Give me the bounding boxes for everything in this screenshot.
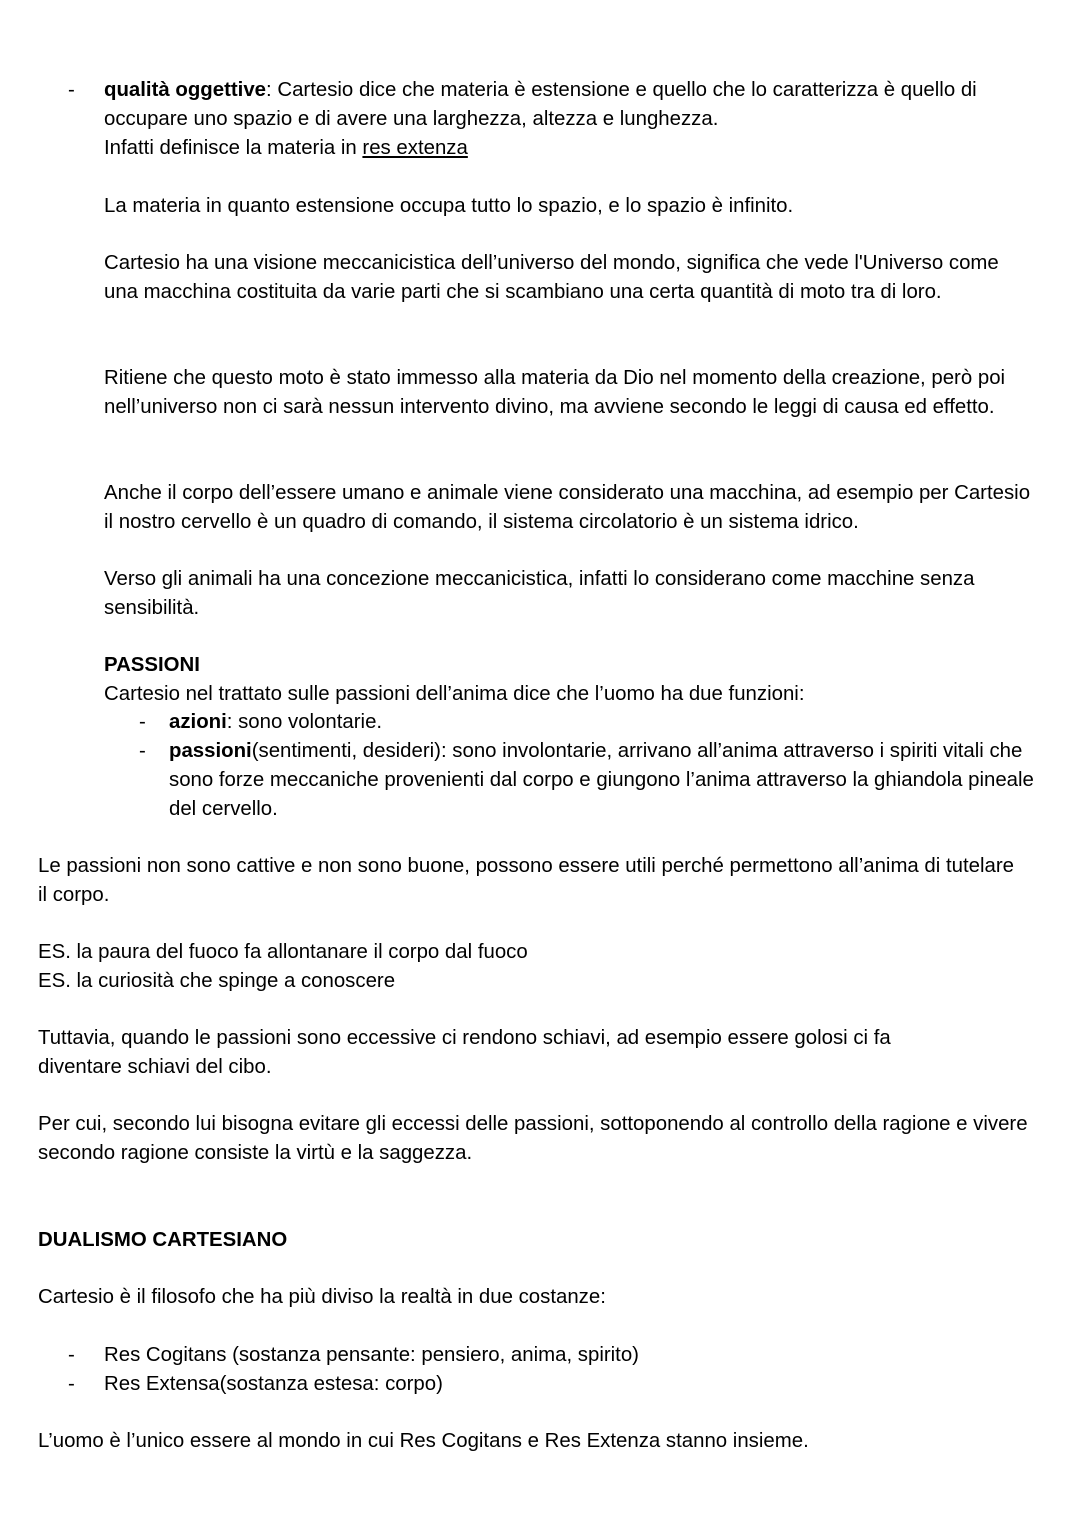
definition-line	[104, 134, 1049, 163]
paragraph-mechanistic-view: Cartesio ha una visione meccanicistica dell’universo del mondo, significa che vede l'Universo come una macchina costituita da varie parti che si scambiano una certa quantità di moto tra di loro.	[104, 252, 999, 303]
list-item-res-extensa: Res Extensa(sostanza estesa: corpo)	[104, 1373, 443, 1395]
list-item-res-cogitans: Res Cogitans (sostanza pensante: pensiero, anima, spirito)	[104, 1344, 639, 1366]
paragraph-motion: Ritiene che questo moto è stato immesso alla materia da Dio nel momento della creazione, però poi nell’universo non ci sarà nessun intervento divino, ma avviene secondo le leggi di causa ed effetto.	[104, 367, 1006, 418]
example-fear: ES. la paura del fuoco fa allontanare il corpo dal fuoco	[38, 941, 528, 963]
term-azioni: azioni	[169, 711, 227, 733]
item-text: : Cartesio dice che materia è estensione e quello che lo caratterizza è quello di occupare uno spazio e di avere una larghezza, altezza e lunghezza.	[104, 79, 977, 130]
definition-prefix: Infatti definisce la materia in	[104, 137, 363, 159]
bullet-dash: -	[68, 79, 75, 101]
dualism-conclusion: L’uomo è l’unico essere al mondo in cui Res Cogitans e Res Extenza stanno insieme.	[38, 1430, 809, 1452]
example-curiosity: ES. la curiosità che spinge a conoscere	[38, 970, 396, 992]
paragraph-body-machine: Anche il corpo dell’essere umano e animale viene considerato una macchina, ad esempio per Cartesio il nostro cervello è un quadro di comando, il sistema circolatorio è un sistema idrico.	[104, 482, 1031, 533]
item-text: (sentimenti, desideri): sono involontarie, arrivano all’anima attraverso i spiriti vitali che sono forze meccaniche provenienti dal corpo e giungono l’anima attraverso la ghiandola pineale del cervello.	[169, 740, 1034, 820]
paragraph-animals: Verso gli animali ha una concezione meccanicistica, infatti lo considerano come macchine senza sensibilità.	[104, 568, 975, 619]
res-extenza-link: res extenza	[362, 137, 468, 159]
paragraph-infinite-space: La materia in quanto estensione occupa tutto lo spazio, e lo spazio è infinito.	[104, 195, 794, 217]
bullet-dash: -	[68, 1344, 75, 1366]
list-item-azioni	[169, 708, 1049, 737]
dualism-intro: Cartesio è il filosofo che ha più diviso la realtà in due costanze:	[38, 1286, 606, 1308]
bullet-dash: -	[139, 711, 146, 733]
paragraph-passions-excess: Tuttavia, quando le passioni sono eccessive ci rendono schiavi, ad esempio essere golosi ci fa diventare schiavi del cibo.	[38, 1027, 891, 1078]
passions-intro: Cartesio nel trattato sulle passioni dell’anima dice che l’uomo ha due funzioni:	[104, 683, 805, 705]
paragraph-reason: Per cui, secondo lui bisogna evitare gli eccessi delle passioni, sottoponendo al controllo della ragione e vivere secondo ragione consiste la virtù e la saggezza.	[38, 1113, 1028, 1164]
term-qualita-oggettive: qualità oggettive	[104, 79, 267, 101]
list-item-passioni	[169, 737, 1049, 824]
bullet-dash: -	[139, 740, 146, 762]
list-item-qualita-oggettive	[104, 76, 1049, 134]
term-passioni: passioni	[169, 740, 252, 762]
paragraph-passions-useful: Le passioni non sono cattive e non sono buone, possono essere utili perché permettono all’anima di tutelare il corpo.	[38, 855, 1014, 906]
heading-dualismo: DUALISMO CARTESIANO	[38, 1229, 288, 1251]
heading-passioni: PASSIONI	[104, 654, 200, 676]
item-text: : sono volontarie.	[226, 711, 383, 733]
bullet-dash: -	[68, 1373, 75, 1395]
